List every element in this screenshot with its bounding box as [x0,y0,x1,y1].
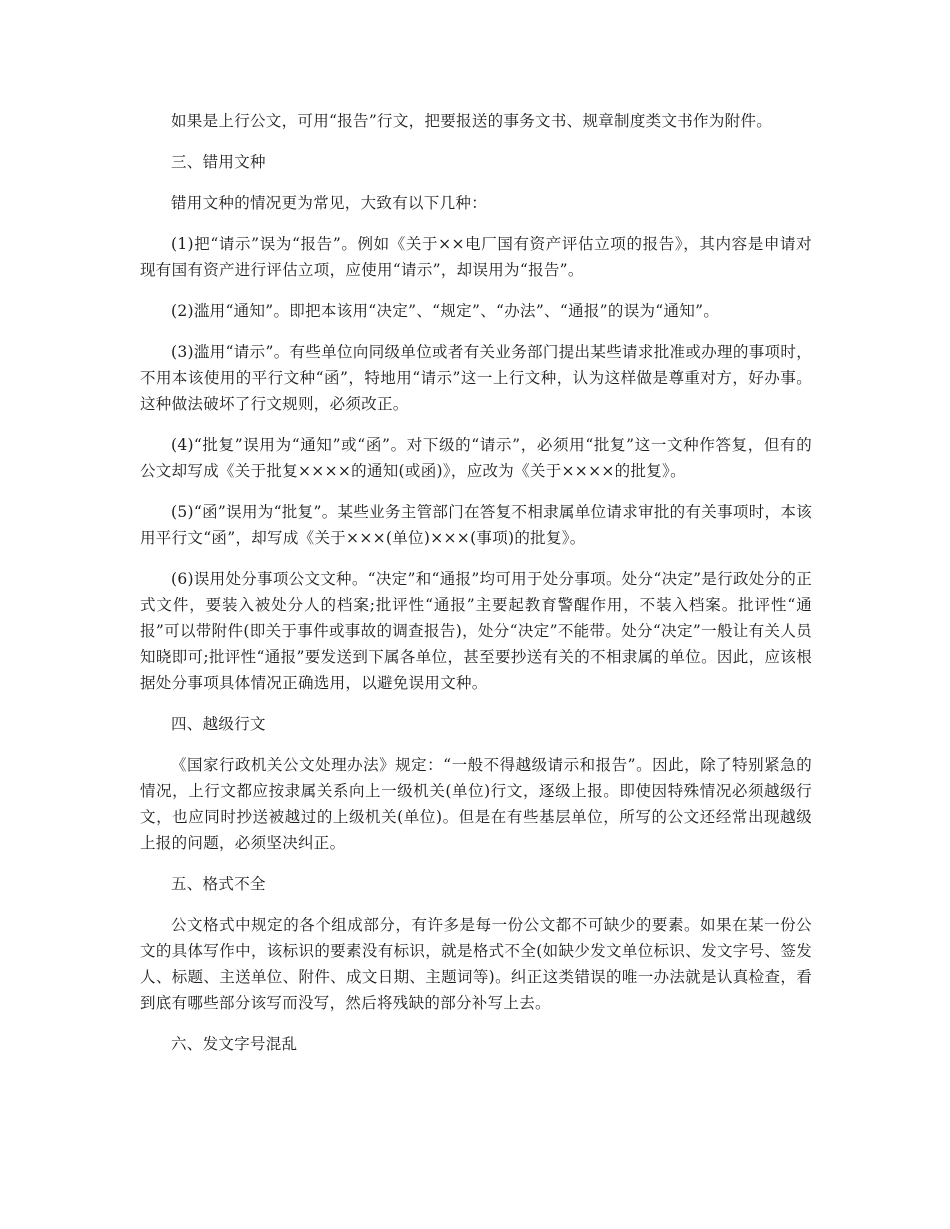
paragraph-item-3: (3)滥用“请示”。有些单位向同级单位或者有关业务部门提出某些请求批准或办理的事项时，不用本该使用的平行文种“函”，特地用“请示”这一上行文种，认为这样做是尊重对方，好办事。这种做法破坏了行文规则，必须改正。 [140,343,812,413]
section-heading-wrong-doc-type: 三、错用文种 [171,153,266,171]
paragraph-incomplete-format: 公文格式中规定的各个组成部分，有许多是每一份公文都不可缺少的要素。如果在某一份公文的具体写作中，该标识的要素没有标识，就是格式不全(如缺少发文单位标识、发文字号、签发人、标题、主送单位、附件、成文日期、主题词等)。纠正这类错误的唯一办法就是认真检查，看到底有哪些部分该写而没写，然后将残缺的部分补写上去。 [140,916,812,1012]
section-heading-skip-level: 四、越级行文 [171,715,266,733]
paragraph-intro: 错用文种的情况更为常见，大致有以下几种： [171,194,488,212]
paragraph-item-2: (2)滥用“通知”。即把本该用“决定”、“规定”、“办法”、“通报”的误为“通知”。 [171,302,720,320]
section-heading-doc-number: 六、发文字号混乱 [171,1035,298,1053]
document-body [140,108,812,1072]
paragraph-item-6: (6)误用处分事项公文文种。“决定”和“通报”均可用于处分事项。处分“决定”是行政处分的正式文件，要装入被处分人的档案;批评性“通报”主要起教育警醒作用，不装入档案。批评性“通报”可以带附件(即关于事件或事故的调查报告)，处分“决定”不能带。处分“决定”一般让有关人员知晓即可;批评性“通报”要发送到下属各单位，甚至要抄送有关的不相隶属的单位。因此，应该根据处分事项具体情况正确选用，以避免误用文种。 [140,570,813,692]
paragraph-item-5: (5)“函”误用为“批复”。某些业务主管部门在答复不相隶属单位请求审批的有关事项时，本该用平行文“函”，却写成《关于×××(单位)×××(事项)的批复》。 [140,503,812,547]
paragraph-skip-level: 《国家行政机关公文处理办法》规定：“一般不得越级请示和报告”。因此，除了特别紧急的情况，上行文都应按隶属关系向上一级机关(单位)行文，逐级上报。即使因特殊情况必须越级行文，也应同时抄送被越过的上级机关(单位)。但是在有些基层单位，所写的公文还经常出现越级上报的问题，必须坚决纠正。 [140,756,812,852]
section-heading-incomplete-format: 五、格式不全 [171,875,266,893]
paragraph-item-1: (1)把“请示”误为“报告”。例如《关于××电厂国有资产评估立项的报告》，其内容是申请对现有国有资产进行评估立项，应使用“请示”，却误用为“报告”。 [140,235,812,279]
paragraph-report-attachment: 如果是上行公文，可用“报告”行文，把要报送的事务文书、规章制度类文书作为附件。 [171,112,773,130]
paragraph-item-4: (4)“批复”误用为“通知”或“函”。对下级的“请示”，必须用“批复”这一文种作答复，但有的公文却写成《关于批复××××的通知(或函)》，应改为《关于××××的批复》。 [140,436,812,480]
